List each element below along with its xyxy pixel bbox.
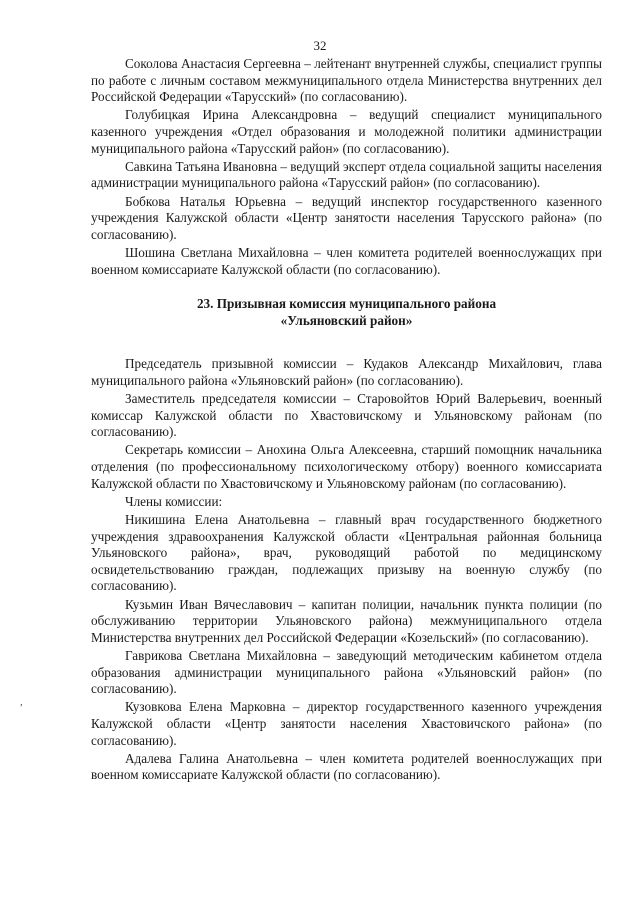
member-shoshina: Шошина Светлана Михайловна – член комитета родителей военнослужащих при военном комиссариате Калужской области (по согласованию). xyxy=(91,244,602,277)
section-heading-line2: «Ульяновский район» xyxy=(280,312,413,328)
margin-mark: , xyxy=(20,696,23,708)
member-golubitskaya: Голубицкая Ирина Александровна – ведущий специалист муниципального казенного учреждения «Отдел образования и молодежной политики администрации муниципального района «Тарусский район» (по согласованию). xyxy=(91,107,602,156)
section-heading xyxy=(91,296,602,329)
page-number: 32 xyxy=(313,38,327,53)
section-heading-line1: 23. Призывная комиссия муниципального района xyxy=(196,296,497,312)
member-adaleva: Адалева Галина Анатольевна – член комитета родителей военнослужащих при военном комиссариате Калужской области (по согласованию). xyxy=(91,750,602,783)
document-body xyxy=(91,56,602,785)
member-kuzmin: Кузьмин Иван Вячеславович – капитан полиции, начальник пункта полиции (по обслуживанию территории Ульяновского района) межмуниципального отдела Министерства внутренних дел Российской Федерации «Козельский» (по согласованию). xyxy=(91,596,602,645)
member-bobkova: Бобкова Наталья Юрьевна – ведущий инспектор государственного казенного учреждения Калужской области «Центр занятости населения Тарусского района» (по согласованию). xyxy=(91,193,602,242)
member-kuzovkova: Кузовкова Елена Марковна – директор государственного казенного учреждения Калужской области «Центр занятости населения Хвастовичского района» (по согласованию). xyxy=(91,699,602,748)
secretary: Секретарь комиссии – Анохина Ольга Алексеевна, старший помощник начальника отделения (по профессиональному психологическому отбору) военного комиссариата Калужской области по Хвастовичскому и Ульяновскому районам (по согласованию). xyxy=(91,442,602,491)
member-savkina: Савкина Татьяна Ивановна – ведущий эксперт отдела социальной защиты населения администрации муниципального района «Тарусский район» (по согласованию). xyxy=(91,158,602,191)
member-nikishina: Никишина Елена Анатольевна – главный врач государственного бюджетного учреждения здравоохранения Калужской области «Центральная районная больница Ульяновского района», врач, руководящий работой по медицинскому освидетельствованию граждан, подлежащих призыву на военную службу (по согласованию). xyxy=(91,512,602,594)
member-gavrikova: Гаврикова Светлана Михайловна – заведующий методическим кабинетом отдела образования администрации муниципального района «Ульяновский район» (по согласованию). xyxy=(91,647,602,697)
chairman: Председатель призывной комиссии – Кудаков Александр Михайлович, глава муниципального района «Ульяновский район» (по согласованию). xyxy=(91,356,602,388)
members-label: Члены комиссии: xyxy=(125,493,223,509)
deputy-chairman: Заместитель председателя комиссии – Старовойтов Юрий Валерьевич, военный комиссар Калужской области по Хвастовичскому и Ульяновскому районам (по согласованию). xyxy=(91,391,602,440)
member-sokolova: Соколова Анастасия Сергеевна – лейтенант внутренней службы, специалист группы по работе с личным составом межмуниципального отдела Министерства внутренних дел Российской Федерации «Тарусский» (по согласованию). xyxy=(91,56,602,105)
